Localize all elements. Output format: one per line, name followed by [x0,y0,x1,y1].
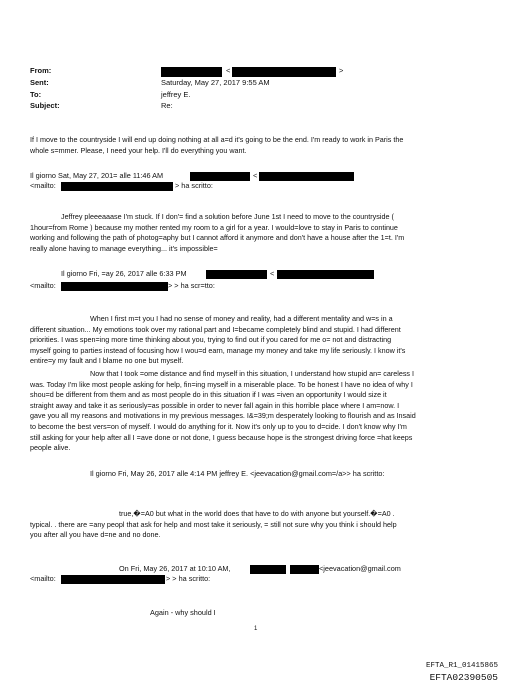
paragraph-2-cont [30,223,404,255]
text-line: If I move to the countryside I will end up doing nothing at all a=d it's going to be the end. I'm ready to work in Paris the [30,135,404,144]
from-gt: > [339,66,344,75]
bates-number-secondary: EFTA02390505 [429,672,498,683]
redaction-box [190,172,250,181]
text-line: working and following the path of photog=aphy but I cannot afford it anymore and don't have a house after the 1=t. I'm [30,233,405,243]
to-label: To: [30,90,42,99]
redaction-box [259,172,354,181]
text-line: straight away and take it as seriously=as possible in order to never fall again in this horrible place where I am=now. I [30,400,400,410]
mailto-prefix: <mailto: [30,181,56,190]
redaction-box [61,182,173,191]
text-line: people alive. [30,443,71,453]
quote-intro: Il giorno Sat, May 27, 201= alle 11:46 AM [30,171,164,180]
text-line: different situation... My emotions took over my rational part and I=became completely blind and stupid. I had different [30,324,401,334]
from-lt: < [226,66,231,75]
text-line: was. Today I'm like most people asking for help, fin=ing myself in a miserable place. To be honest I have no idea of why I [30,379,413,389]
mailto-prefix: <mailto: [30,574,56,583]
redaction-box [161,67,222,77]
text-line: entire=y my fault and I blame no one but myself. [30,356,184,366]
text-line: you after all you have d=ne and no done. [30,530,161,540]
quote-intro: On Fri, May 26, 2017 at 10:10 AM, [119,564,231,573]
from-label: From: [30,66,52,75]
paragraph-4-cont [30,380,416,454]
text-line: still asking for your help after all I =ave done or not done, I guess because hope is the strongest driving force =hat keeps [30,432,413,442]
redaction-box [277,270,374,279]
sent-label: Sent: [30,78,49,87]
paragraph-5-cont [30,520,397,541]
redaction-box [290,565,319,574]
mailto-prefix: <mailto: [30,281,56,290]
redaction-box [61,575,165,584]
text-line: whole s=mmer. Please, I need your help. I'll do everything you want. [30,145,247,155]
text-line: really alone having to manage everything... it's impossible= [30,243,218,253]
paragraph-3 [90,314,393,325]
redaction-box [206,270,267,279]
quote-intro-lt: < [270,269,275,278]
text-line: shou=d be different from them and as most people do in this situation if I was =iven an opportunity I would size it [30,390,387,400]
redaction-box [61,282,168,291]
text-line: Jeffrey pleeeaaase I'm stuck. If I don'= find a solution before June 1st I need to move to the countryside ( [61,212,394,221]
quote-intro: Il giorno Fri, May 26, 2017 alle 4:14 PM jeffrey E. <jeevacation@gmail.com=/a>> ha scritto: [90,469,385,478]
quote-intro-email: <jeevacation@gmail.com [319,564,401,573]
scritto-suffix: > > ha scr=tto: [168,281,215,290]
text-line: 1hour=from Rome ) because my mother rented my room to a girl for a year. I would=love to stay in Paris to continue [30,222,398,232]
quote-intro-lt: < [253,171,258,180]
text-line: typical. . there are =any peopl that ask for help and most take it seriously, = still not sure why you think i should help [30,519,397,529]
paragraph-2 [61,212,394,223]
text-line: Now that I took =ome distance and find myself in this situation, I understand how stupid an= careless I [90,369,415,378]
text-line: myself going to parties instead of focusing how I wou=d earn, manage my money and take my life seriously. I know it's [30,345,406,355]
subject-label: Subject: [30,101,60,110]
sent-value: Saturday, May 27, 2017 9:55 AM [161,78,270,87]
subject-value: Re: [161,101,173,110]
redaction-box [232,67,336,77]
text-line: to become the best vers=on of myself. I would do anything for it. Now it's only up to you to d=cide. I don't know why I'm [30,421,407,431]
text-line: priorities. I was spen=ing more time thinking about you, trying to find out if you cared for me o= not and distracting [30,335,392,345]
paragraph-6: Again - why should I [150,608,216,617]
paragraph-1 [30,135,403,156]
scritto-suffix: > > ha scritto: [166,574,211,583]
text-line: When I first m=t you I had no sense of money and reality, had a different mentality and w=s in a [90,314,393,323]
to-value: jeffrey E. [161,90,191,99]
paragraph-4 [90,369,414,380]
text-line: true,�=A0 but what in the world does that have to do with anyone but yourself.�=A0 . [119,509,395,518]
paragraph-3-cont [30,325,405,367]
paragraph-5 [119,509,395,520]
quote-intro: Il giorno Fri, =ay 26, 2017 alle 6:33 PM [61,269,187,278]
bates-number-primary: EFTA_R1_01415865 [425,662,498,670]
redaction-box [250,565,286,574]
scritto-suffix: > ha scritto: [175,181,213,190]
text-line: gave you all my reasons and motivations in my previous messages. I&=39;m desperately looking to flourish and as Insaid [30,411,416,421]
page-number: 1 [254,626,258,632]
